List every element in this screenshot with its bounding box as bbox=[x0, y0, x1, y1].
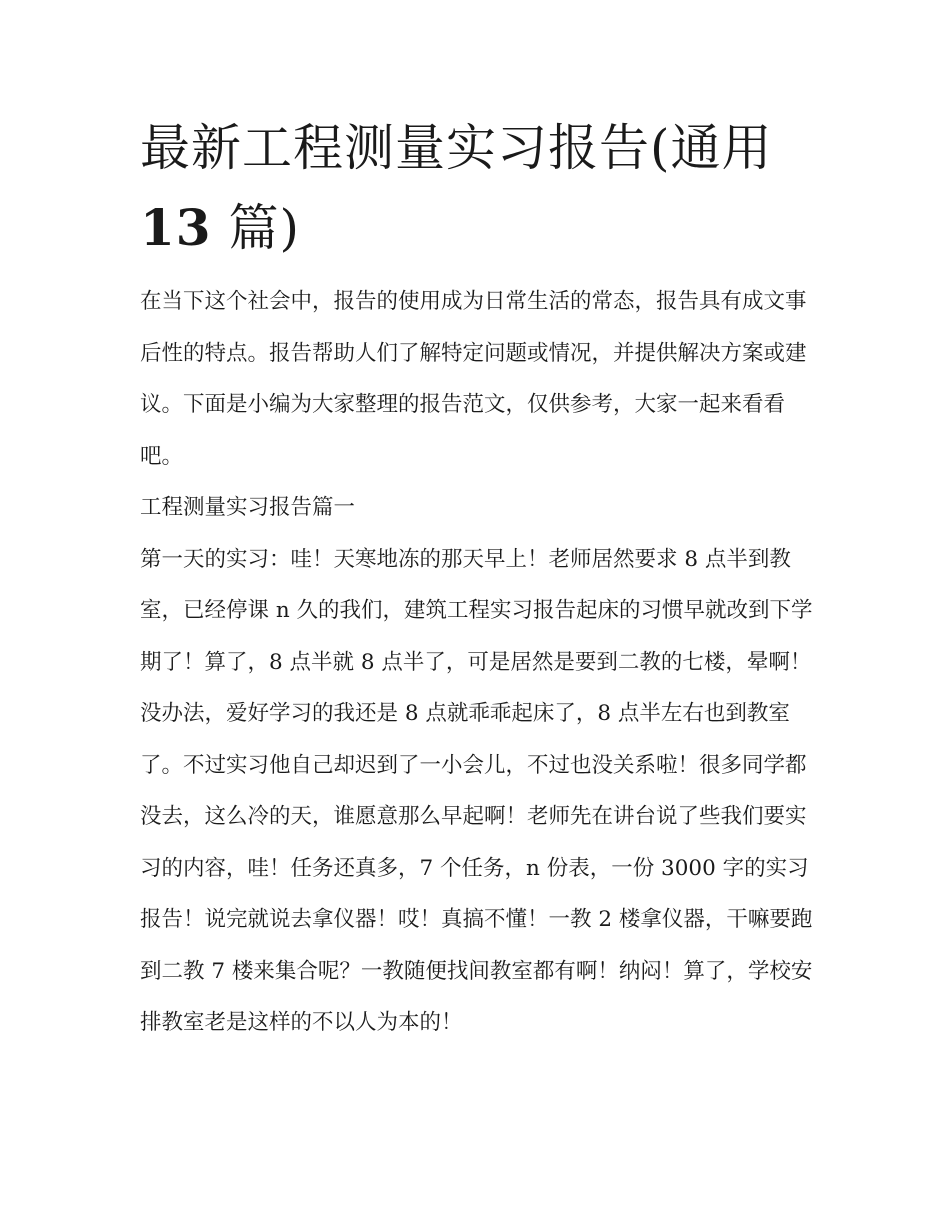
title-line-1: 最新工程测量实习报告(通用 bbox=[140, 119, 773, 177]
title-number: 13 bbox=[140, 198, 212, 257]
title-line-2: 篇) bbox=[211, 199, 300, 257]
section-paragraph: 第一天的实习：哇！天寒地冻的那天早上！老师居然要求 8 点半到教室，已经停课 n 久的我们，建筑工程实习报告起床的习惯早就改到下学期了！算了，8 点半就 8 点半了，可是居然是要到二教的七楼，晕啊！没办法，爱好学习的我还是 8 点就乖乖起床了，8 点半左右也到教室了。不过实习他自己却迟到了一小会儿，不过也没关系啦！很多同学都没去，这么冷的天，谁愿意那么早起啊！老师先在讲台说了些我们要实习的内容，哇！任务还真多，7 个任务，n 份表，一份 3000 字的实习报告！说完就说去拿仪器！哎！真搞不懂！一教 2 楼拿仪器，干嘛要跑到二教 7 楼来集合呢？一教随便找间教室都有啊！纳闷！算了，学校安排教室老是这样的不以人为本的！ bbox=[140, 546, 813, 1035]
document-body bbox=[140, 276, 816, 1049]
section-heading: 工程测量实习报告篇一 bbox=[140, 495, 356, 520]
document-title bbox=[140, 108, 820, 268]
intro-paragraph: 在当下这个社会中，报告的使用成为日常生活的常态，报告具有成文事后性的特点。报告帮助人们了解特定问题或情况，并提供解决方案或建议。下面是小编为大家整理的报告范文，仅供参考，大家一起来看看吧。 bbox=[140, 289, 807, 469]
